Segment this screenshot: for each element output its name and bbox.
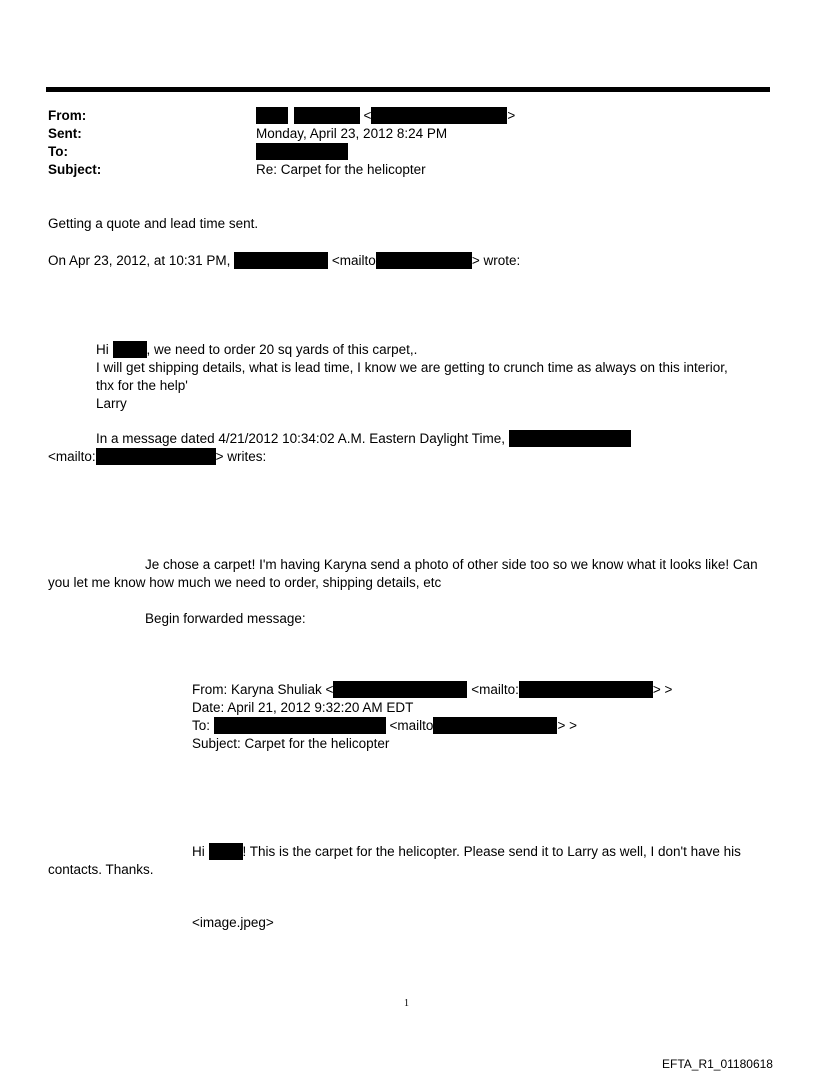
- redaction: [294, 107, 360, 124]
- fwd-to-mailto: <mailto: [389, 718, 434, 733]
- hi-line-2: [192, 843, 741, 861]
- contacts-line: contacts. Thanks.: [48, 862, 154, 877]
- fwd-date: Date: April 21, 2012 9:32:20 AM EDT: [192, 700, 414, 715]
- redaction: [96, 448, 216, 465]
- para1-sign: Larry: [96, 396, 127, 411]
- on-wrote-line: [48, 252, 520, 270]
- begin-forwarded: Begin forwarded message:: [145, 611, 306, 626]
- redaction: [256, 107, 288, 124]
- to-label: To:: [48, 144, 68, 159]
- fwd-from-prefix: From: Karyna Shuliak <: [192, 682, 334, 697]
- fwd-from-line: [192, 681, 672, 699]
- msg-dated-line: [96, 430, 631, 448]
- redaction: [214, 717, 386, 734]
- from-lt: <: [363, 108, 372, 123]
- fwd-to-prefix: To:: [192, 718, 211, 733]
- redaction: [333, 681, 467, 698]
- document-id: EFTA_R1_01180618: [662, 1057, 773, 1071]
- from-gt: >: [507, 108, 516, 123]
- on-suffix: > wrote:: [471, 253, 521, 268]
- image-attachment: <image.jpeg>: [192, 915, 274, 930]
- from-label: From:: [48, 108, 87, 123]
- je-line-1: Je chose a carpet! I'm having Karyna send a photo of other side too so we know what it looks like! Can: [145, 557, 758, 572]
- je-line-2: you let me know how much we need to order, shipping details, etc: [48, 575, 442, 590]
- hi1-suffix: , we need to order 20 sq yards of this carpet,.: [146, 342, 418, 357]
- para1-line3: thx for the help': [96, 378, 188, 393]
- page-number: 1: [404, 998, 409, 1009]
- redaction: [509, 430, 631, 447]
- hi2-prefix: Hi: [192, 844, 205, 859]
- subject-label: Subject:: [48, 162, 102, 177]
- to-value: [256, 143, 348, 161]
- redaction: [256, 143, 348, 160]
- on-mailto: <mailto: [331, 253, 376, 268]
- hi-line-1: [96, 341, 417, 359]
- on-prefix: On Apr 23, 2012, at 10:31 PM,: [48, 253, 231, 268]
- redaction: [519, 681, 653, 698]
- msg-writes: > writes:: [215, 449, 267, 464]
- header-rule: [46, 87, 770, 92]
- redaction: [376, 252, 472, 269]
- reply-line: Getting a quote and lead time sent.: [48, 216, 259, 231]
- fwd-close: > >: [652, 682, 673, 697]
- hi1-prefix: Hi: [96, 342, 109, 357]
- fwd-subject: Subject: Carpet for the helicopter: [192, 736, 390, 751]
- fwd-mailto: <mailto:: [471, 682, 519, 697]
- hi2-suffix: ! This is the carpet for the helicopter. Please send it to Larry as well, I don't have his: [242, 844, 741, 859]
- msg-dated: In a message dated 4/21/2012 10:34:02 A.M. Eastern Daylight Time,: [96, 431, 506, 446]
- sent-value: Monday, April 23, 2012 8:24 PM: [256, 126, 448, 141]
- redaction: [234, 252, 328, 269]
- from-value: [256, 107, 515, 125]
- fwd-to-line: [192, 717, 577, 735]
- redaction: [371, 107, 507, 124]
- para1-line2: I will get shipping details, what is lead time, I know we are getting to crunch time as always on this interior,: [96, 360, 728, 375]
- redaction: [113, 341, 147, 358]
- fwd-to-close: > >: [557, 718, 577, 733]
- redaction: [433, 717, 557, 734]
- redaction: [209, 843, 243, 860]
- subject-value: Re: Carpet for the helicopter: [256, 162, 426, 177]
- msg-mailto-line: [48, 448, 266, 466]
- sent-label: Sent:: [48, 126, 82, 141]
- msg-mailto: <mailto:: [48, 449, 96, 464]
